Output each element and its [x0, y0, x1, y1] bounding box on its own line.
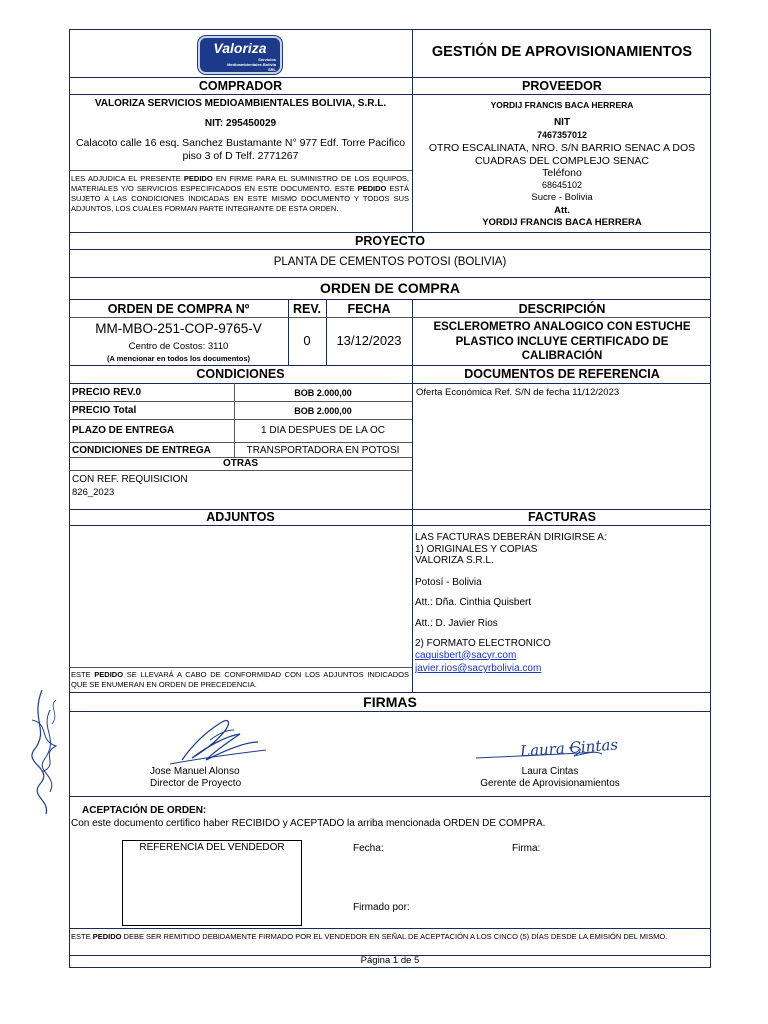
company-logo	[198, 36, 282, 74]
fecha-label: Fecha:	[353, 843, 384, 854]
notice-bold: PEDIDO	[183, 174, 213, 183]
facturas-block	[415, 532, 709, 675]
signer-left	[150, 766, 300, 790]
mention-note: (A mencionar en todos los documentos)	[106, 354, 251, 363]
orden-rev: 0	[303, 333, 311, 348]
signer-left-role: Director de Proyecto	[150, 778, 242, 789]
proveedor-att: YORDIJ FRANCIS BACA HERRERA	[482, 217, 642, 228]
logo-text: Valoriza	[213, 40, 267, 56]
facturas-line-4: Potosí - Bolivia	[415, 576, 482, 588]
comprador-nit: NIT: 295450029	[204, 118, 277, 129]
orden-fecha: 13/12/2023	[336, 333, 402, 348]
facturas-line-2: 1) ORIGINALES Y COPIAS	[415, 543, 538, 555]
proveedor-city: Sucre - Bolivia	[531, 192, 593, 203]
comprador-name: VALORIZA SERVICIOS MEDIOAMBIENTALES BOLIVIA, S.R.L.	[94, 98, 387, 109]
proveedor-nit: 7467357012	[536, 130, 588, 140]
firma-label: Firma:	[512, 843, 541, 854]
vendor-reference-box[interactable]	[122, 840, 302, 926]
cond-value-1: BOB 2.000,00	[294, 388, 352, 398]
otras-heading: OTRAS	[223, 458, 258, 469]
col-rev: REV.	[292, 302, 322, 316]
firmas-heading: FIRMAS	[363, 694, 417, 710]
cond-value-4: TRANSPORTADORA EN POTOSI	[246, 445, 400, 456]
aceptacion-heading: ACEPTACIÓN DE ORDEN:	[82, 805, 207, 816]
note-text: ESTE	[71, 670, 95, 679]
notice-text: EN FIRME PARA EL SUMINISTRO DE LOS EQUIPOS, MATERIALES Y/O SERVICIOS ESPECIFICADOS EN ESTE DOCUMENTO. ESTE	[71, 174, 409, 193]
adjuntos-note	[71, 670, 409, 690]
col-orden-number: ORDEN DE COMPRA Nº	[107, 302, 250, 316]
cond-label-4: CONDICIONES DE ENTREGA	[72, 445, 211, 456]
referencia-text: Oferta Económica Ref. S/N de fecha 11/12/2023	[416, 387, 620, 398]
signature-right-text: Laura Cintas	[519, 735, 619, 761]
facturas-line-6: Att.: D. Javier Rios	[415, 617, 498, 629]
signer-right-name: Laura Cintas	[521, 766, 579, 777]
proveedor-heading: PROVEEDOR	[522, 79, 602, 93]
proyecto-value: PLANTA DE CEMENTOS POTOSI (BOLIVIA)	[273, 256, 507, 268]
note-text: SE LLEVARÁ A CABO DE CONFORMIDAD CON LOS ADJUNTOS INDICADOS QUE SE ENUMERAN EN ORDEN DE PRECEDENCIA.	[71, 670, 409, 689]
orden-heading: ORDEN DE COMPRA	[319, 280, 460, 296]
proveedor-address: OTRO ESCALINATA, NRO. S/N BARRIO SENAC A DOS CUADRAS DEL COMPLEJO SENAC	[428, 142, 696, 167]
signer-left-name: Jose Manuel Alonso	[150, 766, 240, 777]
cond-label-2: PRECIO Total	[72, 405, 137, 416]
proveedor-name: YORDIJ FRANCIS BACA HERRERA	[490, 100, 634, 110]
email-link-2[interactable]: javier.rios@sacyrbolivia.com	[415, 663, 542, 674]
signer-right-role: Gerente de Aprovisionamientos	[480, 778, 620, 789]
footer-note	[71, 932, 709, 942]
cond-label-3: PLAZO DE ENTREGA	[72, 425, 175, 436]
vendor-reference-label: REFERENCIA DEL VENDEDOR	[139, 842, 285, 853]
facturas-line-1: LAS FACTURAS DEBERÁN DIRIGIRSE A:	[415, 532, 607, 543]
adjuntos-heading: ADJUNTOS	[206, 510, 275, 524]
cost-center: Centro de Costos: 3110	[128, 341, 229, 352]
note-bold: PEDIDO	[94, 670, 124, 679]
facturas-line-7: 2) FORMATO ELECTRONICO	[415, 638, 551, 649]
signer-right	[430, 766, 670, 790]
proveedor-phone-label: Teléfono	[542, 167, 582, 179]
facturas-line-3: VALORIZA S.R.L.	[415, 555, 494, 566]
orden-descripcion: ESCLEROMETRO ANALOGICO CON ESTUCHE PLASTICO INCLUYE CERTIFICADO DE CALIBRACIÓN	[433, 321, 691, 362]
footer-text: DEBE SER REMITIDO DEBIDAMENTE FIRMADO POR EL VENDEDOR EN SEÑAL DE ACEPTACIÓN A LOS CINCO (5) DÍAS DESDE LA EMISIÓN DEL MISMO.	[121, 932, 668, 941]
comprador-notice	[71, 174, 409, 214]
cond-value-3: 1 DIA DESPUES DE LA OC	[261, 425, 385, 436]
signature-right	[474, 728, 619, 768]
cond-value-2: BOB 2.000,00	[294, 406, 352, 416]
footer-text: ESTE	[71, 932, 93, 941]
proveedor-att-label: Att.	[554, 205, 570, 216]
logo-subtext: Servicios Medioambientales Bolivia SRL	[227, 57, 276, 72]
proveedor-phone: 68645102	[541, 180, 583, 190]
comprador-address: Calacoto calle 16 esq. Sanchez Bustamante N° 977 Edf. Torre Pacifico piso 3 of D Telf. 2771267	[75, 137, 406, 162]
col-descripcion: DESCRIPCIÓN	[518, 302, 606, 316]
facturas-line-5: Att.: Dña. Cinthia Quisbert	[415, 597, 532, 608]
document-title: GESTIÓN DE APROVISIONAMIENTOS	[431, 44, 693, 60]
notice-text: LES ADJUDICA EL PRESENTE	[71, 174, 184, 183]
aceptacion-text: Con este documento certifico haber RECIBIDO y ACEPTADO la arriba mencionada ORDEN DE COMPRA.	[71, 818, 546, 829]
proyecto-heading: PROYECTO	[355, 234, 425, 248]
condiciones-heading: CONDICIONES	[196, 367, 285, 381]
facturas-heading: FACTURAS	[527, 510, 597, 524]
otras-line-1: CON REF. REQUISICION	[72, 474, 188, 485]
otras-line-2: 826_2023	[72, 487, 115, 498]
cond-label-1: PRECIO REV.0	[72, 387, 142, 398]
col-fecha: FECHA	[347, 302, 391, 316]
email-link-1[interactable]: caquisbert@sacyr.com	[415, 649, 517, 661]
notice-text: ESTÁ SUJETO A LAS CONDICIONES INDICADAS EN ESTE MISMO DOCUMENTO Y TODOS SUS ADJUNTOS, LOS CUALES FORMAN PARTE INTEGRANTE DE ESTA ORDEN.	[71, 184, 409, 213]
notice-bold: PEDIDO	[357, 184, 387, 193]
referencia-heading: DOCUMENTOS DE REFERENCIA	[464, 367, 660, 381]
proveedor-nit-label: NIT	[553, 117, 571, 128]
margin-signature	[20, 680, 68, 820]
comprador-heading: COMPRADOR	[198, 79, 283, 93]
orden-number: MM-MBO-251-COP-9765-V	[95, 321, 262, 336]
signature-left	[162, 712, 272, 770]
footer-bold: PEDIDO	[92, 932, 122, 941]
firmado-por-label: Firmado por:	[353, 902, 410, 913]
page-number: Página 1 de 5	[360, 955, 420, 966]
